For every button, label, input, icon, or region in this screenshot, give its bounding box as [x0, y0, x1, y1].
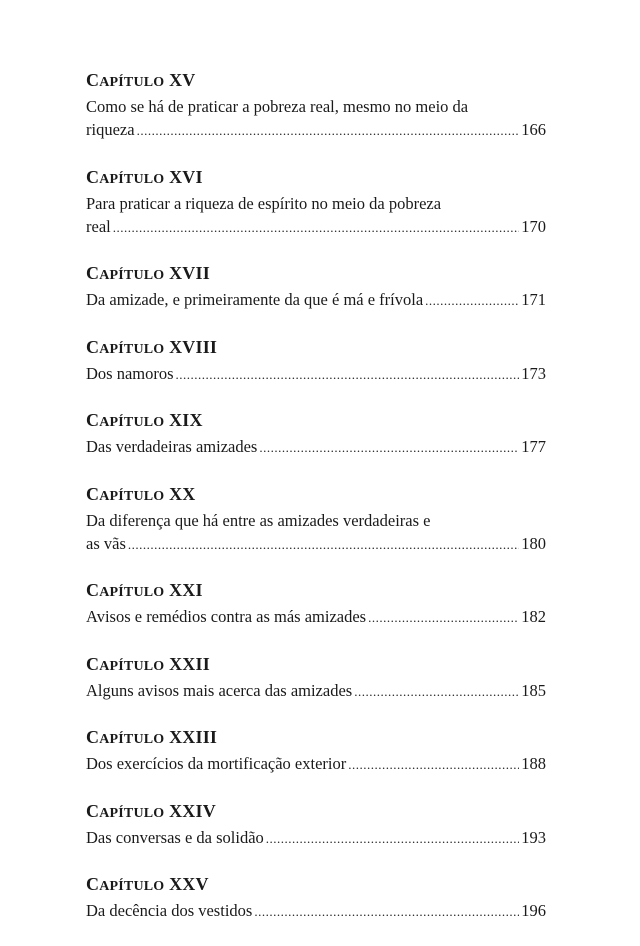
- chapter-word-initial: C: [86, 727, 100, 747]
- chapter-word-rest: APÍTULO: [99, 585, 165, 600]
- chapter-title-text: Das conversas e da solidão: [86, 827, 264, 847]
- chapter-number: XVI: [169, 166, 203, 187]
- page-number: 196: [521, 901, 546, 920]
- chapter-word-rest: APÍTULO: [99, 341, 165, 357]
- dot-leader: [113, 216, 520, 239]
- chapter-word-initial: C: [86, 580, 100, 600]
- chapter-title-text: Da decência dos vestidos: [86, 901, 253, 920]
- chapter-heading: [86, 872, 546, 899]
- chapter-word-rest: APÍTULO: [99, 658, 165, 674]
- dot-leader: [254, 900, 519, 923]
- chapter-word-initial: C: [86, 483, 100, 504]
- toc-entry[interactable]: [86, 652, 546, 703]
- page-number: 180: [521, 533, 546, 553]
- toc-entry[interactable]: [86, 725, 546, 776]
- chapter-title-last-line: [86, 899, 546, 923]
- dot-leader: [128, 533, 519, 556]
- toc-entry[interactable]: [86, 578, 546, 629]
- chapter-title-text: Dos exercícios da mortificação exterior: [86, 754, 347, 773]
- dot-leader: [368, 606, 519, 629]
- chapter-word-rest: APÍTULO: [99, 75, 165, 90]
- chapter-heading: [86, 408, 546, 435]
- chapter-title-text: Dos namoros: [86, 363, 174, 383]
- chapter-number: XXIII: [169, 727, 218, 747]
- chapter-word-rest: APÍTULO: [99, 488, 165, 504]
- chapter-word-initial: C: [86, 263, 100, 283]
- chapter-word-initial: C: [86, 336, 100, 357]
- toc-entry[interactable]: [86, 482, 546, 556]
- chapter-number: XIX: [169, 410, 203, 430]
- dot-leader: [425, 289, 519, 312]
- chapter-title-last-line: [86, 362, 546, 386]
- toc-entry[interactable]: [86, 68, 546, 142]
- toc-entry[interactable]: [86, 872, 546, 923]
- chapter-title-last-line: [86, 605, 546, 629]
- chapter-title-line: Da diferença que há entre as amizades verdadeiras e: [86, 510, 431, 530]
- page-number: 177: [521, 437, 546, 456]
- dot-leader: [176, 363, 520, 386]
- chapter-heading: [86, 578, 546, 605]
- chapter-word-initial: C: [86, 874, 100, 894]
- chapter-title-text: Avisos e remédios contra as más amizades: [86, 607, 367, 626]
- table-of-contents: [86, 68, 546, 946]
- chapter-word-rest: APÍTULO: [99, 732, 165, 747]
- chapter-title-line: Para praticar a riqueza de espírito no meio da pobreza: [86, 193, 442, 213]
- dot-leader: [137, 119, 520, 142]
- toc-entry[interactable]: [86, 408, 546, 459]
- chapter-word-initial: C: [86, 410, 100, 430]
- chapter-number: XVII: [169, 263, 210, 283]
- page-number: 173: [521, 363, 546, 383]
- chapter-title-last-line: [86, 215, 546, 239]
- page-number: 182: [521, 607, 546, 626]
- toc-entry[interactable]: [86, 799, 546, 850]
- chapter-title-last-line: [86, 435, 546, 459]
- chapter-title-last-line: [86, 752, 546, 776]
- chapter-heading: [86, 335, 546, 362]
- chapter-number: XXII: [169, 653, 210, 674]
- chapter-title-text: Alguns avisos mais acerca das amizades: [86, 680, 353, 700]
- chapter-number: XXIV: [169, 800, 216, 821]
- page-number: 185: [521, 680, 546, 700]
- chapter-title-last-line: [86, 288, 546, 312]
- chapter-title-last-line: [86, 532, 546, 556]
- chapter-title-last-line: [86, 118, 546, 142]
- chapter-number: XVIII: [169, 336, 218, 357]
- toc-entry[interactable]: [86, 335, 546, 386]
- dot-leader: [348, 753, 519, 776]
- chapter-title-text: riqueza: [86, 120, 135, 139]
- chapter-heading: [86, 482, 546, 509]
- page-number: 188: [521, 754, 546, 773]
- chapter-heading: [86, 68, 546, 95]
- dot-leader: [266, 827, 519, 850]
- chapter-word-rest: APÍTULO: [99, 415, 165, 430]
- chapter-title-text: Das verdadeiras amizades: [86, 437, 258, 456]
- dot-leader: [354, 680, 519, 703]
- chapter-word-initial: C: [86, 653, 100, 674]
- chapter-title-line: Como se há de praticar a pobreza real, mesmo no meio da: [86, 97, 469, 116]
- chapter-title-last-line: [86, 826, 546, 850]
- page-number: 166: [521, 120, 546, 139]
- chapter-number: XXI: [169, 580, 203, 600]
- page-number: 171: [521, 290, 546, 309]
- chapter-title-text: Da amizade, e primeiramente da que é má e frívola: [86, 290, 424, 309]
- chapter-title-text: real: [86, 216, 111, 236]
- chapter-word-rest: APÍTULO: [99, 805, 165, 821]
- chapter-title-last-line: [86, 679, 546, 703]
- chapter-heading: [86, 799, 546, 826]
- dot-leader: [259, 436, 519, 459]
- chapter-number: XX: [169, 483, 196, 504]
- page-number: 170: [521, 216, 546, 236]
- chapter-number: XXV: [169, 874, 209, 894]
- chapter-heading: [86, 652, 546, 679]
- chapter-word-rest: APÍTULO: [99, 171, 165, 187]
- toc-entry[interactable]: [86, 165, 546, 239]
- chapter-word-initial: C: [86, 70, 100, 90]
- chapter-word-rest: APÍTULO: [99, 879, 165, 894]
- chapter-word-initial: C: [86, 800, 100, 821]
- chapter-heading: [86, 261, 546, 288]
- chapter-number: XV: [169, 70, 196, 90]
- chapter-heading: [86, 165, 546, 192]
- chapter-heading: [86, 725, 546, 752]
- toc-entry[interactable]: [86, 261, 546, 312]
- page-number: 193: [521, 827, 546, 847]
- chapter-word-initial: C: [86, 166, 100, 187]
- chapter-word-rest: APÍTULO: [99, 268, 165, 283]
- chapter-title-text: as vãs: [86, 533, 126, 553]
